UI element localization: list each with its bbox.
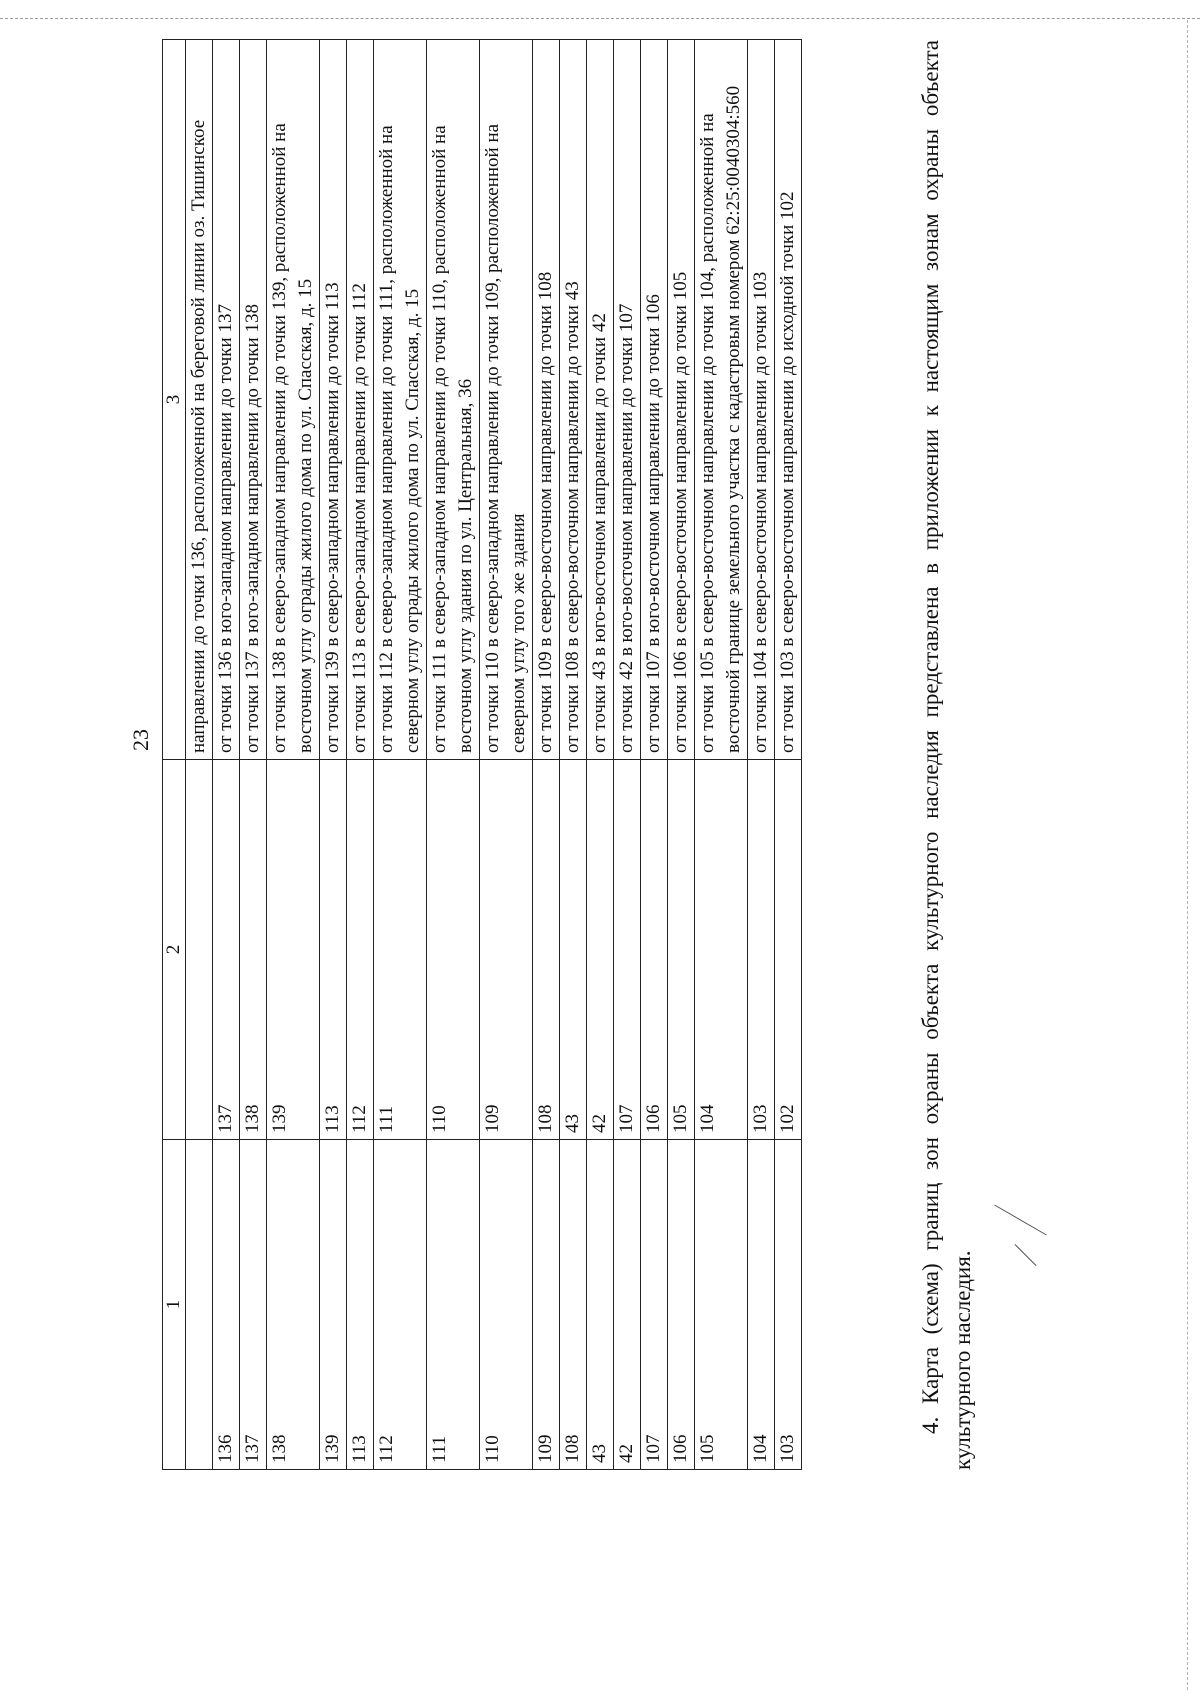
table-cell-col1: 113 — [347, 1140, 374, 1470]
table-cell-col3: от точки 43 в юго-восточном направлении до точки 42 — [587, 40, 614, 760]
table-cell-col1: 138 — [267, 1140, 320, 1470]
table-cell-col3: от точки 103 в северо-восточном направлении до исходной точки 102 — [775, 40, 802, 760]
scan-edge-top — [0, 18, 1200, 19]
table-cell-col1: 137 — [240, 1140, 267, 1470]
table-cell-col2: 106 — [641, 760, 668, 1140]
table-cell-col2: 110 — [427, 760, 480, 1140]
table-cell-col3: от точки 138 в северо-западном направлении до точки 139, расположенной на восточном углу ограды жилого дома по ул. Спасская, д. 15 — [267, 40, 320, 760]
table-row — [695, 40, 748, 1470]
table-cell-col2: 137 — [213, 760, 240, 1140]
table-cell-col1: 109 — [533, 1140, 560, 1470]
table-row — [213, 40, 240, 1470]
table-row — [775, 40, 802, 1470]
table-cell-col1: 110 — [480, 1140, 533, 1470]
table-cell-col1: 136 — [213, 1140, 240, 1470]
table-cell-col3: от точки 137 в юго-западном направлении до точки 138 — [240, 40, 267, 760]
table-cell-col3: от точки 107 в юго-восточном направлении до точки 106 — [641, 40, 668, 760]
table-cell-col3: от точки 109 в северо-восточном направлении до точки 108 — [533, 40, 560, 760]
table-row — [614, 40, 641, 1470]
table-cell-col2: 102 — [775, 760, 802, 1140]
table-cell-col1: 112 — [374, 1140, 427, 1470]
rotated-page-content — [120, 40, 1080, 1470]
table-cell-col1: 42 — [614, 1140, 641, 1470]
table-cell-col1: 108 — [560, 1140, 587, 1470]
table-cell-col1: 105 — [695, 1140, 748, 1470]
scan-edge-right — [1187, 20, 1188, 1690]
table-cell-col2: 104 — [695, 760, 748, 1140]
table-row — [240, 40, 267, 1470]
table-cell-col1: 43 — [587, 1140, 614, 1470]
header-cell-1: 1 — [163, 1140, 186, 1470]
table-cell-col2: 138 — [240, 760, 267, 1140]
footer-text: 4. Карта (схема) границ зон охраны объекта культурного наследия представлена в приложении к настоящим зонам охраны объекта культурного наследия. — [918, 40, 975, 1470]
table-cell-col3: от точки 136 в юго-западном направлении до точки 137 — [213, 40, 240, 760]
table-cell-col3: от точки 106 в северо-восточном направлении до точки 105 — [668, 40, 695, 760]
table-row — [668, 40, 695, 1470]
table-cell-col3: от точки 111 в северо-западном направлении до точки 110, расположенной на восточном углу здания по ул. Центральная, 36 — [427, 40, 480, 760]
table-cell-col1: 111 — [427, 1140, 480, 1470]
table-cell-col2: 105 — [668, 760, 695, 1140]
table-header-row — [163, 40, 186, 1470]
table-row — [480, 40, 533, 1470]
table-cell-col2 — [186, 760, 213, 1140]
table-cell-col2: 107 — [614, 760, 641, 1140]
table-cell-col2: 113 — [320, 760, 347, 1140]
table-cell-col3: от точки 108 в северо-восточном направлении до точки 43 — [560, 40, 587, 760]
table-cell-col2: 111 — [374, 760, 427, 1140]
table-cell-col2: 112 — [347, 760, 374, 1140]
table-cell-col3: от точки 110 в северо-западном направлении до точки 109, расположенной на северном углу того же здания — [480, 40, 533, 760]
table-cell-col1: 104 — [748, 1140, 775, 1470]
table-row — [347, 40, 374, 1470]
table-cell-col2: 109 — [480, 760, 533, 1140]
table-cell-col1: 139 — [320, 1140, 347, 1470]
table-row — [186, 40, 213, 1470]
page-number: 23 — [128, 729, 153, 751]
table-cell-col3: от точки 139 в северо-западном направлении до точки 113 — [320, 40, 347, 760]
table-row — [533, 40, 560, 1470]
table-cell-col1: 107 — [641, 1140, 668, 1470]
table-cell-col3: направлении до точки 136, расположенной на береговой линии оз. Тишинское — [186, 40, 213, 760]
header-cell-3: 3 — [163, 40, 186, 760]
table-row — [587, 40, 614, 1470]
table-cell-col2: 108 — [533, 760, 560, 1140]
table-cell-col1: 106 — [668, 1140, 695, 1470]
table-row — [320, 40, 347, 1470]
table-cell-col3: от точки 42 в юго-восточном направлении до точки 107 — [614, 40, 641, 760]
table-cell-col2: 42 — [587, 760, 614, 1140]
scan-mark — [1015, 1244, 1037, 1266]
table-row — [748, 40, 775, 1470]
table-cell-col2: 139 — [267, 760, 320, 1140]
table-cell-col2: 103 — [748, 760, 775, 1140]
table-cell-col3: от точки 104 в северо-восточном направлении до точки 103 — [748, 40, 775, 760]
table-cell-col3: от точки 112 в северо-западном направлении до точки 111, расположенной на северном углу ограды жилого дома по ул. Спасская, д. 15 — [374, 40, 427, 760]
footer-paragraph — [915, 40, 979, 1470]
boundary-points-table — [162, 39, 802, 1470]
table-row — [560, 40, 587, 1470]
table-cell-col2: 43 — [560, 760, 587, 1140]
table-cell-col3: от точки 113 в северо-западном направлении до точки 112 — [347, 40, 374, 760]
table-cell-col1: 103 — [775, 1140, 802, 1470]
table-row — [374, 40, 427, 1470]
header-cell-2: 2 — [163, 760, 186, 1140]
scan-mark — [994, 1205, 1046, 1236]
table-row — [267, 40, 320, 1470]
table-cell-col3: от точки 105 в северо-восточном направлении до точки 104, расположенной на восточной границе земельного участка с кадастровым номером 62:25:0040304:560 — [695, 40, 748, 760]
table-cell-col1 — [186, 1140, 213, 1470]
table-row — [641, 40, 668, 1470]
table-row — [427, 40, 480, 1470]
